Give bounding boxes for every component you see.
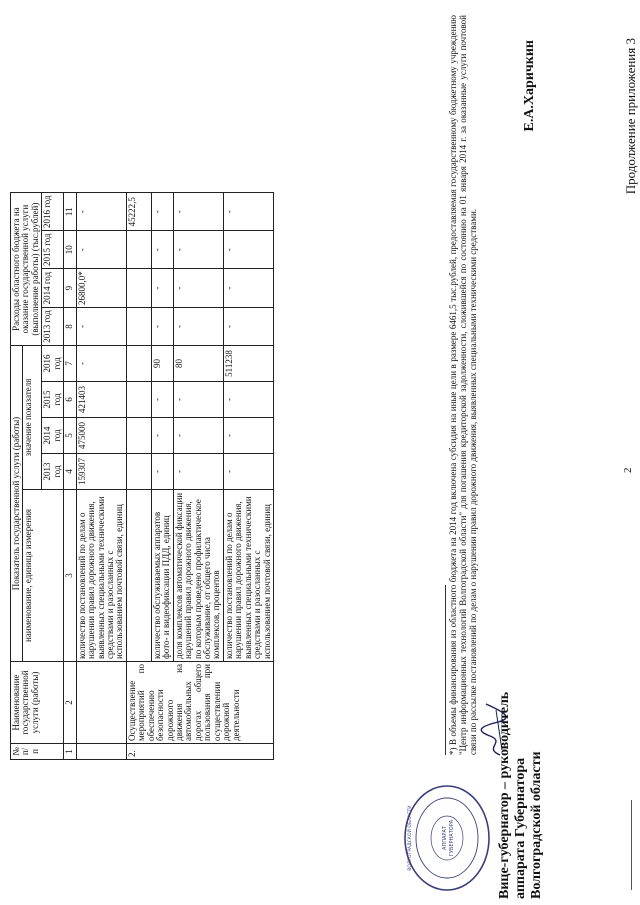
service-name: Осуществление мероприятий по обеспечению безопасности дорожного движения на автомобильных дорогах общего пользования при осуществлении дорожной деятельности bbox=[126, 662, 273, 744]
expense-value: 26800,0* bbox=[76, 269, 126, 308]
signer-line: Вице-губернатор – руководитель bbox=[497, 691, 512, 899]
indicator-name: количество обслуживаемых аппаратов фото- и видеофиксации ПДД, единиц bbox=[151, 490, 173, 662]
indicator-value: - bbox=[173, 382, 223, 418]
indicator-value: 475000 bbox=[76, 418, 126, 454]
column-number: 11 bbox=[64, 193, 76, 231]
expense-value: - bbox=[173, 231, 223, 269]
header-expense-year: 2013 год bbox=[42, 308, 64, 346]
official-seal bbox=[402, 783, 492, 893]
signer-name: Е.А.Харичкин bbox=[522, 40, 537, 132]
indicator-value: - bbox=[223, 382, 273, 418]
indicator-value: - bbox=[223, 454, 273, 490]
footnote-rule bbox=[445, 585, 446, 755]
header-indicator-group: Показатель государственной услуги (работы) bbox=[11, 346, 23, 662]
expense-value: - bbox=[151, 193, 173, 231]
column-number: 8 bbox=[64, 308, 76, 346]
column-number: 7 bbox=[64, 346, 76, 382]
column-number: 6 bbox=[64, 382, 76, 418]
indicator-value: 421403 bbox=[76, 382, 126, 418]
services-table bbox=[10, 192, 274, 760]
svg-text:АППАРАТ: АППАРАТ bbox=[442, 826, 448, 850]
indicator-value: - bbox=[76, 346, 126, 382]
table-row bbox=[76, 193, 126, 760]
signer-line: аппарата Губернатора bbox=[513, 757, 529, 899]
header-expense-group: Расходы областного бюджета на оказание государственной услуги (выполнение работы) (тыс.рублей) bbox=[11, 193, 42, 346]
indicator-value: - bbox=[151, 418, 173, 454]
indicator-name: количество постановлений по делам о нарушении правил дорожного движения, выявленных специальными техническими средствами и разосланных с использованием почтовой связи, единиц bbox=[76, 490, 126, 662]
appendix-continuation: Продолжение приложения 3 bbox=[623, 38, 638, 195]
signer-title bbox=[497, 692, 545, 899]
table-row bbox=[126, 193, 151, 760]
expense-value: - bbox=[151, 231, 173, 269]
header-expense-year: 2016 год bbox=[42, 193, 64, 231]
expense-value: - bbox=[173, 308, 223, 346]
header-year: 2016 год bbox=[42, 346, 64, 382]
indicator-value: - bbox=[151, 382, 173, 418]
indicator-value: - bbox=[173, 418, 223, 454]
indicator-value: 80 bbox=[173, 346, 223, 382]
header-expense-year: 2015 год bbox=[42, 231, 64, 269]
header-number: № п/п bbox=[11, 744, 64, 760]
expense-value: - bbox=[151, 308, 173, 346]
expense-value: - bbox=[173, 269, 223, 308]
column-number: 1 bbox=[64, 744, 76, 760]
svg-text:ГУБЕРНАТОРА: ГУБЕРНАТОРА bbox=[449, 819, 455, 857]
header-expense-year: 2014 год bbox=[42, 269, 64, 308]
indicator-value: - bbox=[151, 454, 173, 490]
expense-value: - bbox=[151, 269, 173, 308]
indicator-value: 511238 bbox=[223, 346, 273, 382]
header-year: 2014 год bbox=[42, 418, 64, 454]
indicator-value: - bbox=[223, 418, 273, 454]
indicator-value: 159307 bbox=[76, 454, 126, 490]
footnote: *) В объемы финансирования из областного бюджета на 2014 год включена субсидия на иные цели в размере 6461,5 тыс.рублей, предоставляемая государственному бюджетному учреждению "Центр информационных технологий Волгоградской области" для погашения кредиторской задолженности, сложившейся по состоянию на 01 января 2014 г. за оказанные услуги почтовой связи по рассылке постановлений по делам о нарушении правил дорожного движения, выявленных специальными техническими средствами. bbox=[448, 15, 479, 755]
page-number: 2 bbox=[622, 467, 634, 473]
expense-value: - bbox=[76, 231, 126, 269]
column-number: 5 bbox=[64, 418, 76, 454]
column-number: 10 bbox=[64, 231, 76, 269]
header-service-name: Наименование государственной услуги (работы) bbox=[11, 662, 64, 744]
total-expense: 45222,5 bbox=[126, 193, 151, 231]
indicator-name: количество постановлений по делам о нарушении правил дорожного движения, выявленных специальными техническими средствами и разосланных с использованием почтовой связи, единиц bbox=[223, 490, 273, 662]
column-number: 9 bbox=[64, 269, 76, 308]
expense-value: - bbox=[223, 308, 273, 346]
expense-value: - bbox=[76, 308, 126, 346]
indicator-name: доля комплексов автоматической фиксации нарушений правил дорожного движения, по которым проведено профилактическое обслуживание, от общего числа комплексов, процентов bbox=[173, 490, 223, 662]
column-number: 4 bbox=[64, 454, 76, 490]
header-indicator-value: значение показателя bbox=[23, 346, 42, 490]
row-number: 2. bbox=[126, 744, 273, 760]
header-year: 2015 год bbox=[42, 382, 64, 418]
indicator-value: - bbox=[173, 454, 223, 490]
header-rule bbox=[631, 800, 632, 890]
indicator-value: 90 bbox=[151, 346, 173, 382]
expense-value: - bbox=[76, 193, 126, 231]
expense-value: - bbox=[223, 193, 273, 231]
header-indicator-name: наименование, единица измерения bbox=[23, 490, 64, 662]
svg-text:ВОЛГОГРАДСКОЙ ОБЛАСТИ: ВОЛГОГРАДСКОЙ ОБЛАСТИ bbox=[408, 805, 413, 871]
expense-value: - bbox=[223, 269, 273, 308]
header-year: 2013 год bbox=[42, 454, 64, 490]
column-number: 3 bbox=[64, 490, 76, 662]
expense-value: - bbox=[223, 231, 273, 269]
expense-value: - bbox=[173, 193, 223, 231]
column-number: 2 bbox=[64, 662, 76, 744]
signer-line: Волгоградской области bbox=[529, 751, 545, 899]
